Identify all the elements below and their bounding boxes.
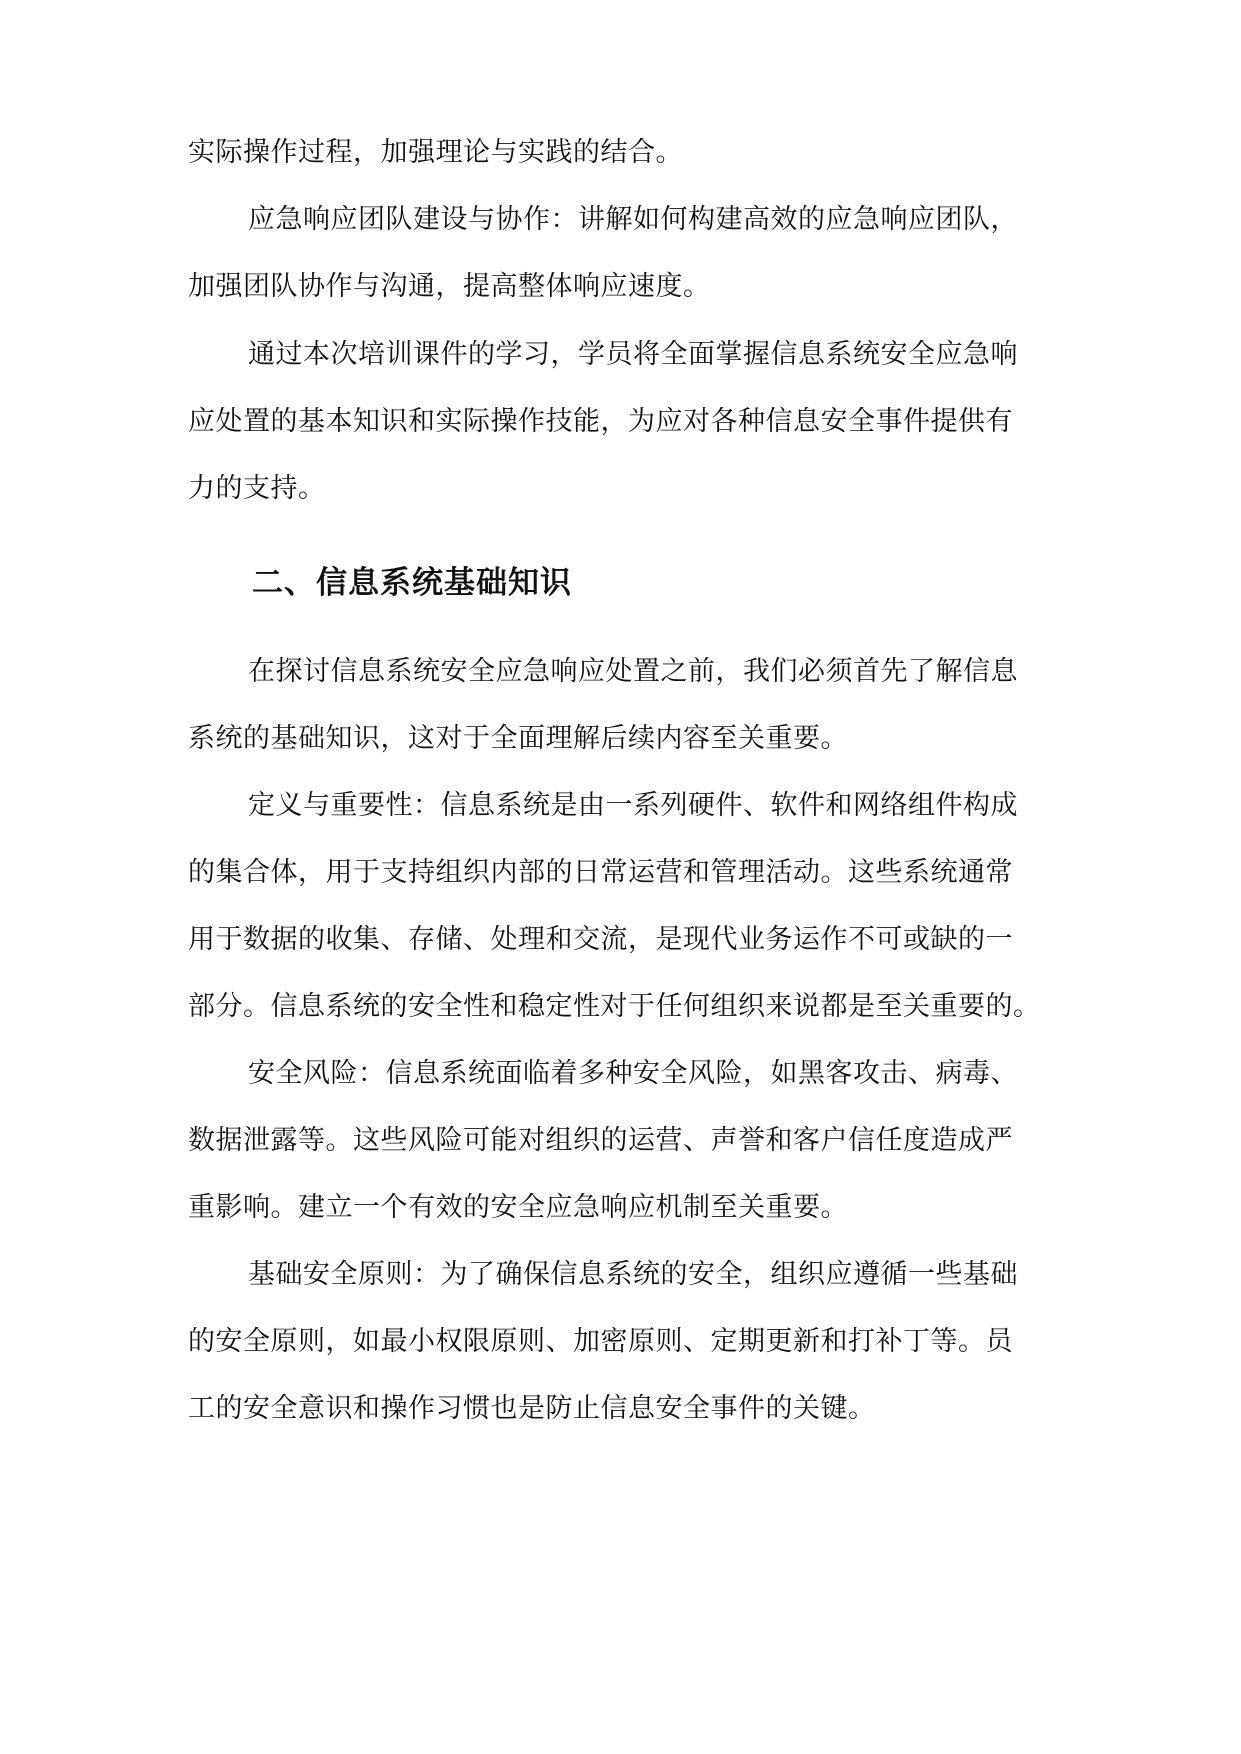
section-heading: 二、信息系统基础知识 — [252, 565, 572, 601]
paragraph-line: 的安全原则，如最小权限原则、加密原则、定期更新和打补丁等。员 — [188, 1326, 1013, 1357]
paragraph-line: 应急响应团队建设与协作：讲解如何构建高效的应急响应团队， — [248, 204, 1018, 235]
paragraph-line: 数据泄露等。这些风险可能对组织的运营、声誉和客户信任度造成严 — [188, 1125, 1013, 1156]
paragraph-line: 用于数据的收集、存储、处理和交流，是现代业务运作不可或缺的一 — [188, 924, 1013, 955]
paragraph-line: 实际操作过程，加强理论与实践的结合。 — [188, 137, 683, 168]
paragraph-line: 定义与重要性：信息系统是由一系列硬件、软件和网络组件构成 — [248, 790, 1018, 821]
paragraph-line: 力的支持。 — [188, 473, 326, 504]
paragraph-line: 部分。信息系统的安全性和稳定性对于任何组织来说都是至关重要的。 — [188, 991, 1041, 1022]
paragraph-line: 工的安全意识和操作习惯也是防止信息安全事件的关键。 — [188, 1393, 876, 1424]
paragraph-line: 安全风险：信息系统面临着多种安全风险，如黑客攻击、病毒、 — [248, 1058, 1018, 1089]
paragraph-line: 加强团队协作与沟通，提高整体响应速度。 — [188, 271, 711, 302]
paragraph-line: 通过本次培训课件的学习，学员将全面掌握信息系统安全应急响 — [248, 339, 1018, 370]
paragraph-line: 基础安全原则：为了确保信息系统的安全，组织应遵循一些基础 — [248, 1259, 1018, 1290]
paragraph-line: 的集合体，用于支持组织内部的日常运营和管理活动。这些系统通常 — [188, 857, 1013, 888]
paragraph-line: 应处置的基本知识和实际操作技能，为应对各种信息安全事件提供有 — [188, 406, 1013, 437]
paragraph-line: 重影响。建立一个有效的安全应急响应机制至关重要。 — [188, 1192, 848, 1223]
paragraph-line: 系统的基础知识，这对于全面理解后续内容至关重要。 — [188, 723, 848, 754]
paragraph-line: 在探讨信息系统安全应急响应处置之前，我们必须首先了解信息 — [248, 656, 1018, 687]
